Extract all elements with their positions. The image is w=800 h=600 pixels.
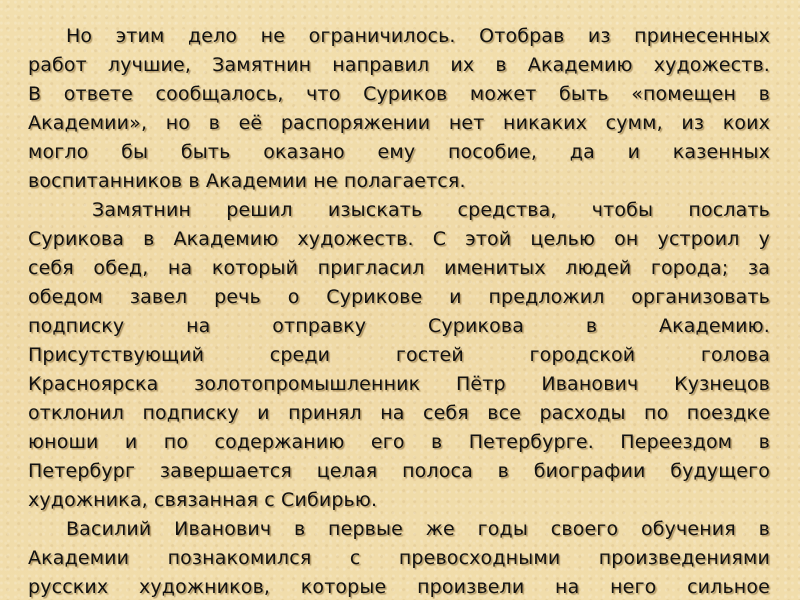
text-line: Василий Иванович в первые же годы своего обучения в <box>66 518 770 540</box>
text-line: воспитанников в Академии не полагается. <box>28 170 466 192</box>
text-line: Но этим дело не ограничилось. Отобрав из принесенных <box>66 25 770 47</box>
text-line: обедом завел речь о Сурикове и предложил организовать <box>28 286 770 308</box>
text-line: художника, связанная с Сибирью. <box>28 489 378 511</box>
text-line: подписку на отправку Сурикова в Академию. <box>28 315 770 337</box>
text-line: себя обед, на который пригласил именитых людей города; за <box>28 257 770 279</box>
text-line: Сурикова в Академию художеств. С этой целью он устроил у <box>28 228 770 250</box>
text-line: Замятнин решил изыскать средства, чтобы послать <box>92 199 770 221</box>
text-line: В ответе сообщалось, что Суриков может быть «помещен в <box>28 83 770 105</box>
text-line: Академии познакомился с превосходными произведениями <box>28 547 770 569</box>
text-line: Петербург завершается целая полоса в биографии будущего <box>28 460 770 482</box>
text-line: Красноярска золотопромышленник Пётр Иванович Кузнецов <box>28 373 770 395</box>
text-line: русских художников, которые произвели на него сильное <box>28 576 770 598</box>
body-text <box>28 22 770 600</box>
text-line: Академии», но в её распоряжении нет никаких сумм, из коих <box>28 112 770 134</box>
text-line: отклонил подписку и принял на себя все расходы по поездке <box>28 402 770 424</box>
text-line: работ лучшие, Замятнин направил их в Академию художеств. <box>28 54 770 76</box>
text-line: могло бы быть оказано ему пособие, да и казенных <box>28 141 770 163</box>
text-line: Присутствующий среди гостей городской голова <box>28 344 770 366</box>
text-line: юноши и по содержанию его в Петербурге. Переездом в <box>28 431 770 453</box>
